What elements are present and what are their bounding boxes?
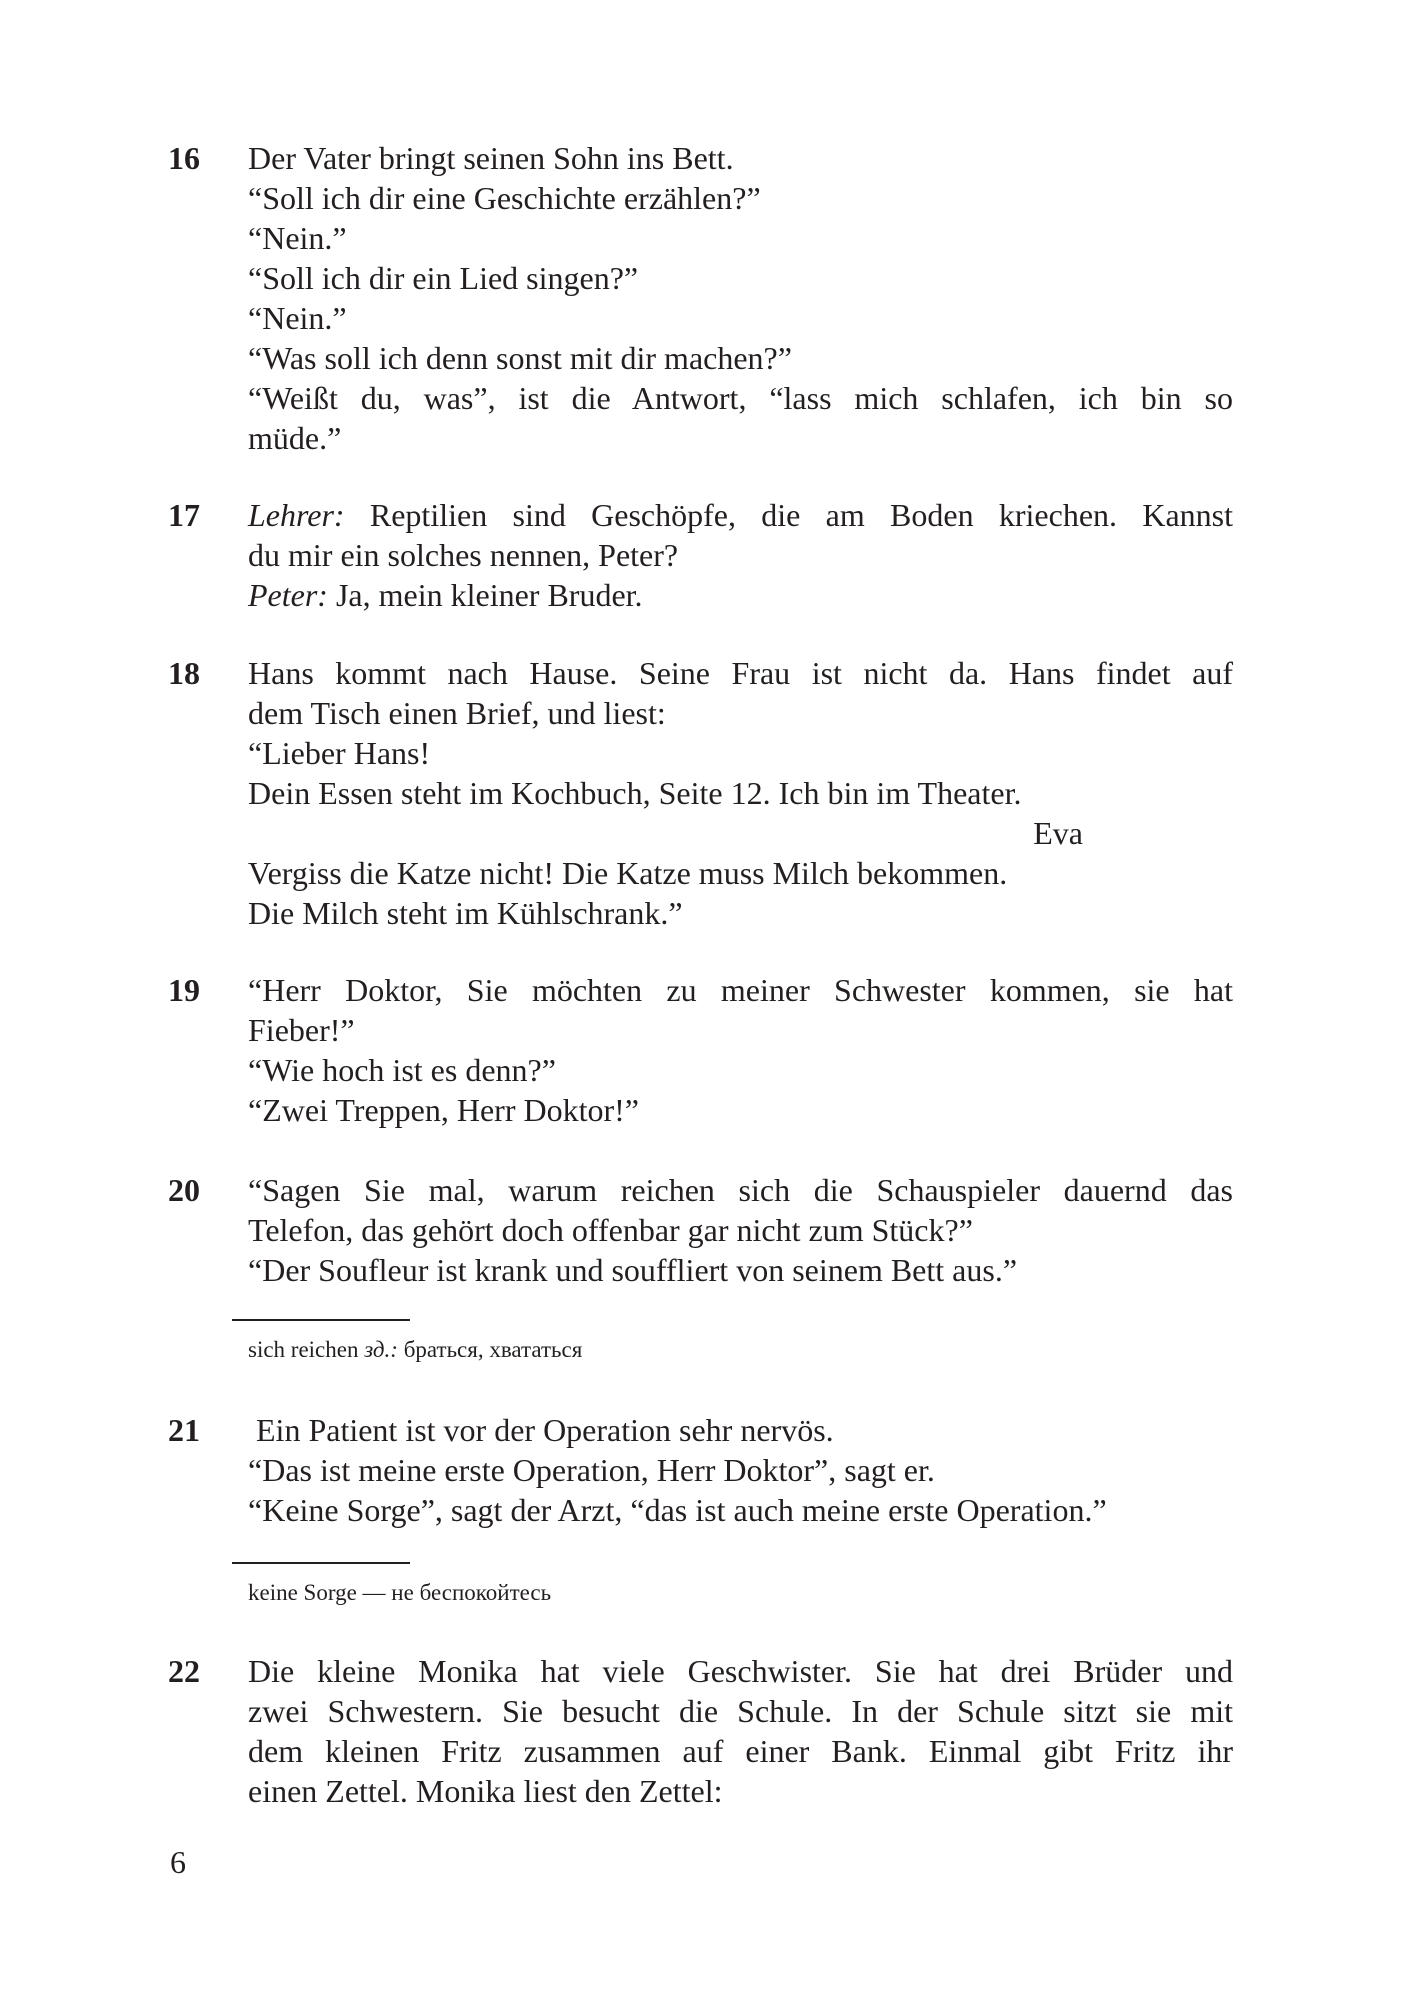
footnote-term: keine Sorge — не беспокойтесь	[248, 1580, 552, 1605]
footnote	[248, 1578, 551, 1608]
text-line: Vergiss die Katze nicht! Die Katze muss Milch bekommen.	[248, 855, 1008, 891]
text-line: zwei Schwestern. Sie besucht die Schule. In der Schule sitzt sie mit	[248, 1693, 1233, 1729]
text-line: “Wie hoch ist es denn?”	[248, 1052, 556, 1088]
text-line: Die kleine Monika hat viele Geschwister. Sie hat drei Brüder und	[248, 1653, 1233, 1689]
speaker-label: Peter:	[248, 577, 328, 613]
text-line: “Keine Sorge”, sagt der Arzt, “das ist auch meine erste Operation.”	[248, 1492, 1107, 1528]
text-line: dem Tisch einen Brief, und liest:	[248, 695, 666, 731]
joke-text	[248, 1170, 1233, 1290]
text-line: einen Zettel. Monika liest den Zettel:	[248, 1773, 723, 1809]
text-line: “Zwei Treppen, Herr Doktor!”	[248, 1092, 639, 1128]
joke-text	[248, 1651, 1233, 1811]
text-line: “Das ist meine erste Operation, Herr Doktor”, sagt er.	[248, 1452, 935, 1488]
text-line: “Soll ich dir eine Geschichte erzählen?”	[248, 180, 761, 216]
line-text: Reptilien sind Geschöpfe, die am Boden kriechen. Kannst	[344, 497, 1233, 533]
text-line	[248, 495, 1233, 535]
text-line: Dein Essen steht im Kochbuch, Seite 12. Ich bin im Theater.	[248, 775, 1022, 811]
text-line: du mir ein solches nennen, Peter?	[248, 537, 679, 573]
text-line: Hans kommt nach Hause. Seine Frau ist nicht da. Hans findet auf	[248, 655, 1233, 691]
text-line: “Weißt du, was”, ist die Antwort, “lass mich schlafen, ich bin so	[248, 380, 1233, 416]
page-number: 6	[170, 1844, 186, 1880]
footnote-divider	[232, 1319, 410, 1321]
line-text: Ja, mein kleiner Bruder.	[327, 577, 643, 613]
text-line: müde.”	[248, 420, 342, 456]
footnote-divider	[232, 1562, 410, 1564]
joke-text	[248, 653, 1233, 933]
speaker-label: Lehrer:	[248, 497, 345, 533]
text-line: Der Vater bringt seinen Sohn ins Bett.	[248, 140, 734, 176]
joke-number: 19	[168, 972, 200, 1008]
text-line: Die Milch steht im Kühlschrank.”	[248, 895, 683, 931]
footnote-gloss: браться, хвататься	[397, 1337, 583, 1362]
text-line: dem kleinen Fritz zusammen auf einer Bank. Einmal gibt Fritz ihr	[248, 1733, 1233, 1769]
text-line: Telefon, das gehört doch offenbar gar nicht zum Stück?”	[248, 1212, 973, 1248]
text-line	[248, 575, 1233, 615]
text-line: “Was soll ich denn sonst mit dir machen?”	[248, 340, 792, 376]
text-line: “Nein.”	[248, 300, 347, 336]
letter-signature: Eva	[1033, 815, 1083, 851]
text-line: Fieber!”	[248, 1012, 355, 1048]
footnote-term: sich reichen	[248, 1337, 365, 1362]
text-line: “Herr Doktor, Sie möchten zu meiner Schwester kommen, sie hat	[248, 972, 1233, 1008]
joke-number: 20	[168, 1172, 200, 1208]
footnote-abbr: зд.:	[364, 1337, 398, 1362]
joke-text	[248, 138, 1233, 458]
footnote	[248, 1335, 582, 1365]
text-line: “Lieber Hans!	[248, 735, 431, 771]
joke-text	[248, 495, 1233, 615]
joke-text	[248, 970, 1233, 1130]
joke-number: 18	[168, 655, 200, 691]
joke-text	[248, 1410, 1233, 1530]
text-line: “Soll ich dir ein Lied singen?”	[248, 260, 639, 296]
text-line: “Sagen Sie mal, warum reichen sich die Schauspieler dauernd das	[248, 1172, 1233, 1208]
joke-number: 21	[168, 1412, 200, 1448]
text-line: “Der Soufleur ist krank und souffliert von seinem Bett aus.”	[248, 1252, 1018, 1288]
joke-number: 22	[168, 1653, 200, 1689]
joke-number: 17	[168, 497, 200, 533]
joke-number: 16	[168, 140, 200, 176]
text-line: “Nein.”	[248, 220, 347, 256]
text-line: Ein Patient ist vor der Operation sehr nervös.	[248, 1412, 834, 1448]
